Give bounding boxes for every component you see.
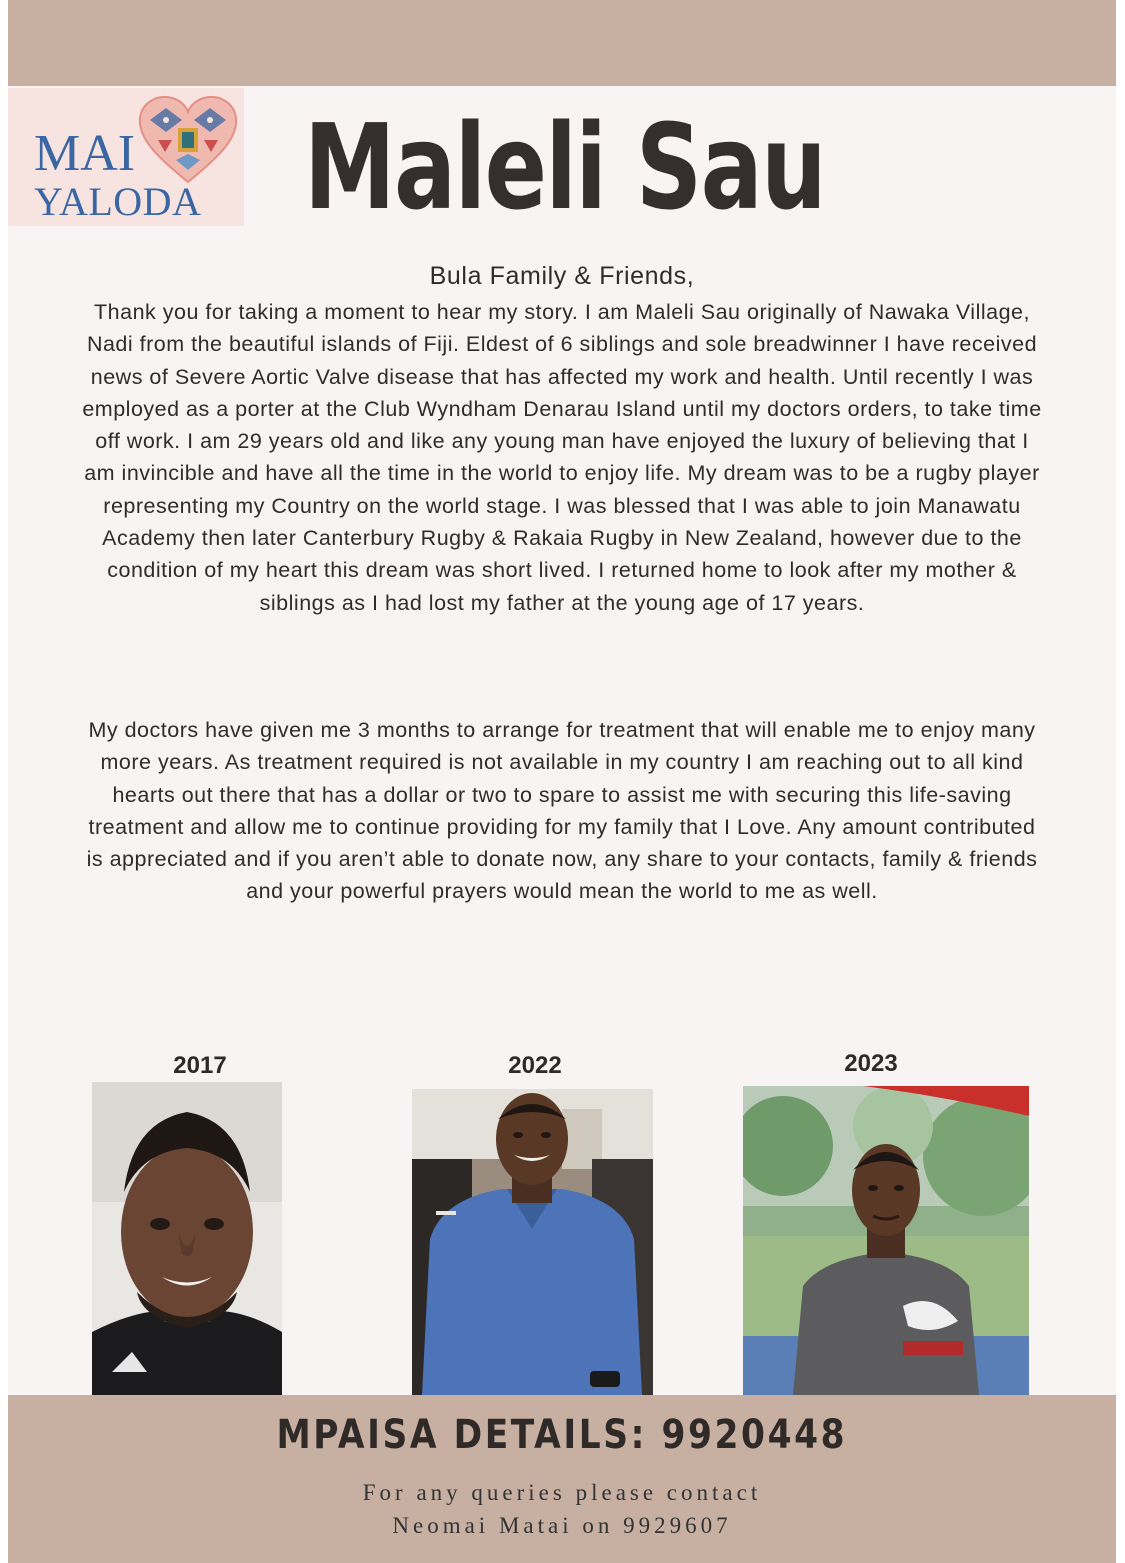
top-band — [8, 0, 1116, 86]
mpaisa-details — [8, 1412, 1116, 1458]
contact-line-1: For any queries please contact — [362, 1480, 762, 1505]
story-paragraph-1: Thank you for taking a moment to hear my story. I am Maleli Sau originally of Nawaka Village, Nadi from the beautiful islands of Fiji. Eldest of 6 siblings and sole breadwinner I have received news of Severe Aortic Valve disease that has affected my work and health. Until recently I was employed as a porter at the Club Wyndham Denarau Island until my doctors orders, to take time off work. I am 29 years old and like any young man have enjoyed the luxury of believing that I am invincible and have all the time in the world to enjoy life. My dream was to be a rugby player representing my Country on the world stage. I was blessed that I was able to join Manawatu Academy then later Canterbury Rugby & Rakaia Rugby in New Zealand, however due to the condition of my heart this dream was short lived. I returned home to look after my mother & siblings as I had lost my father at the young age of 17 years. — [82, 300, 1042, 615]
logo-text-yaloda: YALODA — [34, 179, 202, 224]
photo-year-2022: 2022 — [508, 1052, 562, 1079]
heart-pattern-icon — [136, 94, 240, 186]
mai-yaloda-logo — [8, 88, 244, 226]
greeting: Bula Family & Friends, — [429, 262, 695, 290]
contact-line-2: Neomai Matai on 9929607 — [392, 1513, 732, 1538]
logo-text-mai: MAI — [34, 125, 136, 182]
photo-year-2017: 2017 — [173, 1052, 227, 1079]
story-paragraph-2: My doctors have given me 3 months to arrange for treatment that will enable me to enjoy many more years. As treatment required is not available in my country I am reaching out to all kind hearts out there that has a dollar or two to spare to assist me with securing this life-saving treatment and allow me to continue providing for my family that I Love. Any amount contributed is appreciated and if you aren’t able to donate now, any share to your contacts, family & friends and your powerful prayers would mean the world to me as well. — [86, 718, 1038, 904]
photo-2017 — [92, 1082, 282, 1395]
photo-2023 — [743, 1086, 1029, 1395]
mpaisa-details-text: MPAISA DETAILS: 9920448 — [276, 1412, 848, 1458]
photo-2022 — [412, 1089, 653, 1395]
photo-year-2023: 2023 — [844, 1050, 898, 1077]
flyer-page — [8, 0, 1116, 1563]
page-title: Maleli Sau — [304, 98, 826, 236]
